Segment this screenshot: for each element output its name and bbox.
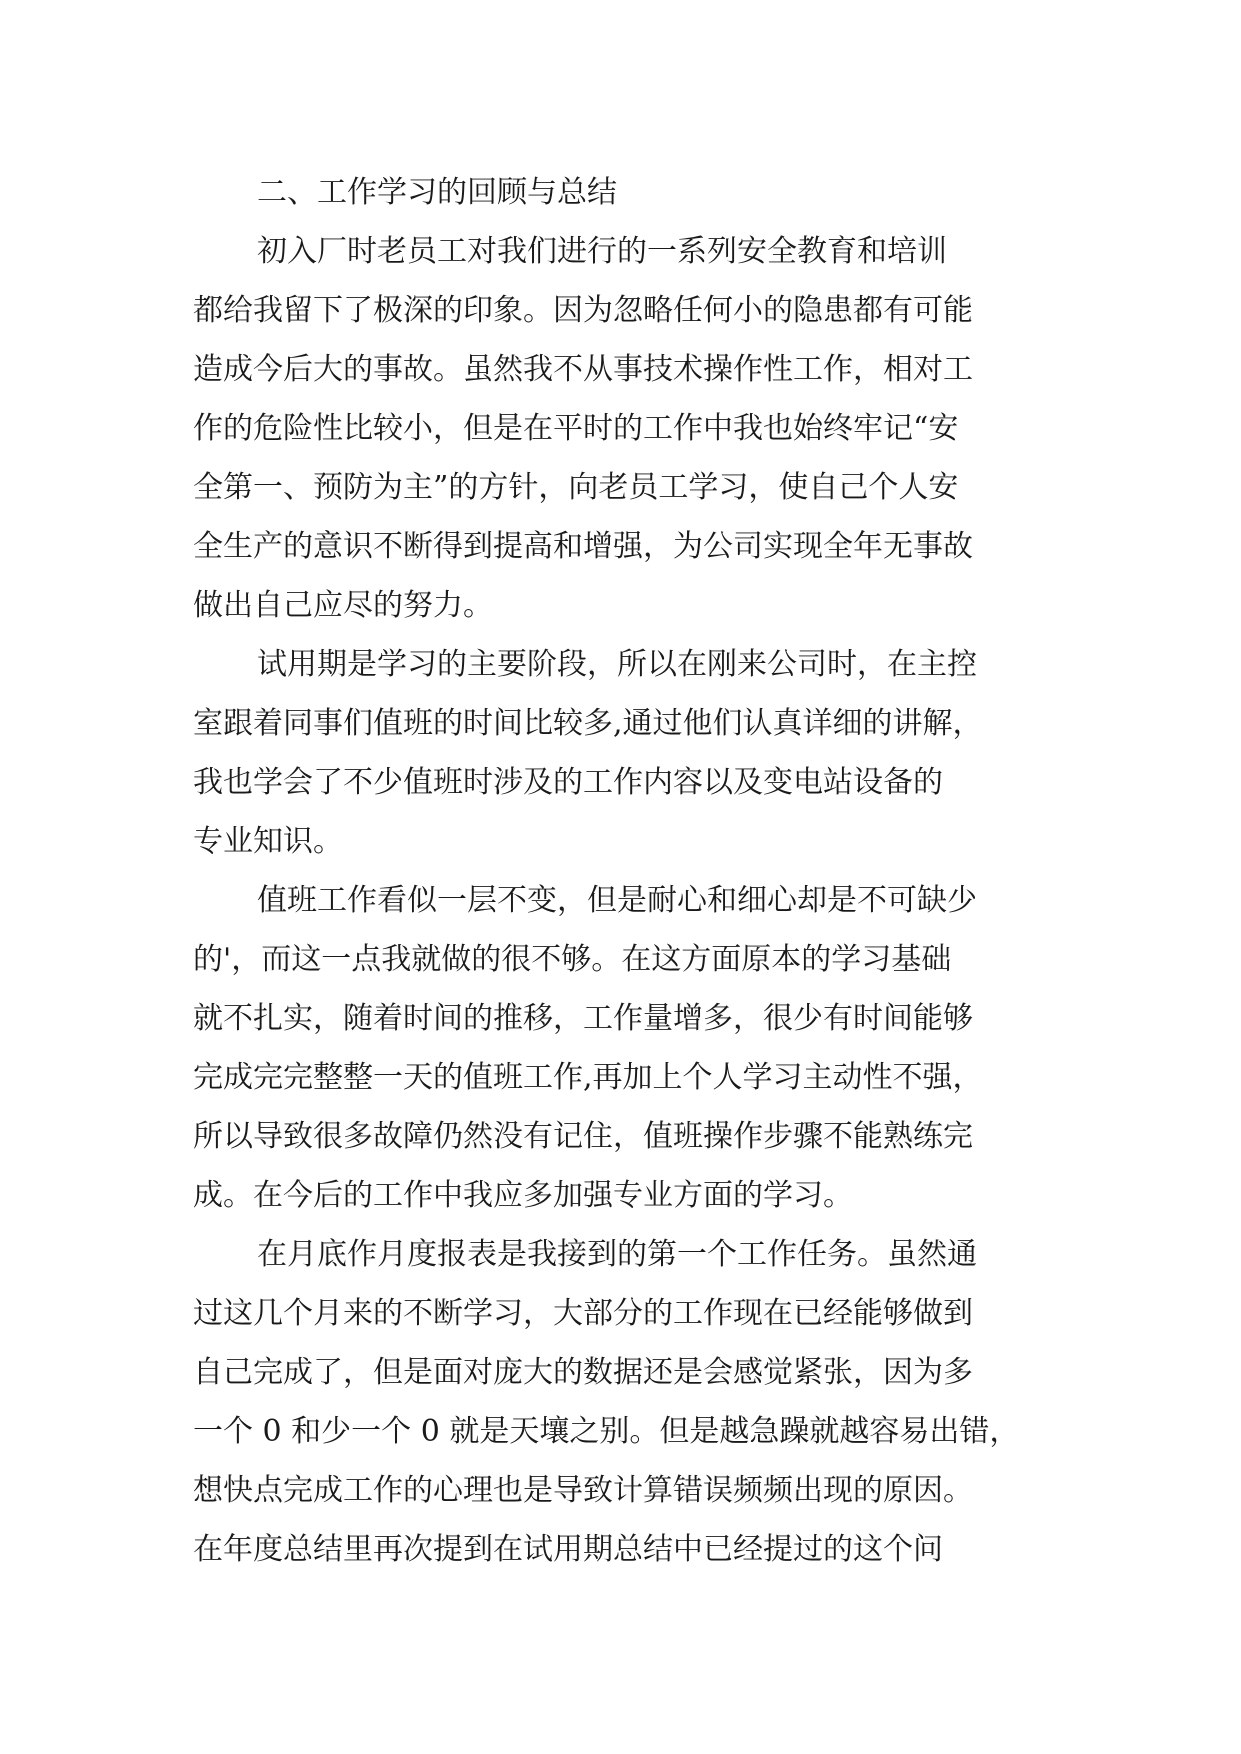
paragraph-3-line-6: 成。在今后的工作中我应多加强专业方面的学习。 (193, 1178, 853, 1213)
paragraph-2-line-1: 试用期是学习的主要阶段，所以在刚来公司时，在主控 (257, 647, 977, 682)
paragraph-1-line-2: 都给我留下了极深的印象。因为忽略任何小的隐患都有可能 (193, 293, 973, 328)
section-heading: 二、工作学习的回顾与总结 (257, 175, 617, 210)
paragraph-4-line-5: 想快点完成工作的心理也是导致计算错误频频出现的原因。 (193, 1473, 973, 1508)
paragraph-1-line-7: 做出自己应尽的努力。 (193, 588, 493, 623)
paragraph-4-line-4: 一个 0 和少一个 0 就是天壤之别。但是越急躁就越容易出错， (193, 1414, 1020, 1449)
paragraph-3-line-2: 的'，而这一点我就做的很不够。在这方面原本的学习基础 (193, 942, 952, 977)
paragraph-2-line-3: 我也学会了不少值班时涉及的工作内容以及变电站设备的 (193, 765, 943, 800)
paragraph-3-line-1: 值班工作看似一层不变，但是耐心和细心却是不可缺少 (257, 883, 977, 918)
paragraph-3-line-4: 完成完完整整一天的值班工作,再加上个人学习主动性不强， (193, 1060, 983, 1095)
paragraph-2-line-2: 室跟着同事们值班的时间比较多,通过他们认真详细的讲解， (193, 706, 983, 741)
paragraph-4-line-6: 在年度总结里再次提到在试用期总结中已经提过的这个问 (193, 1532, 943, 1567)
paragraph-1-line-6: 全生产的意识不断得到提高和增强，为公司实现全年无事故 (193, 529, 973, 564)
paragraph-1-line-1: 初入厂时老员工对我们进行的一系列安全教育和培训 (257, 234, 947, 269)
paragraph-3-line-3: 就不扎实，随着时间的推移，工作量增多，很少有时间能够 (193, 1001, 973, 1036)
paragraph-1-line-3: 造成今后大的事故。虽然我不从事技术操作性工作，相对工 (193, 352, 973, 387)
paragraph-2-line-4: 专业知识。 (193, 824, 343, 859)
paragraph-1-line-5: 全第一、预防为主”的方针，向老员工学习，使自己个人安 (193, 470, 959, 505)
paragraph-1-line-4: 作的危险性比较小，但是在平时的工作中我也始终牢记“安 (193, 411, 959, 446)
paragraph-4-line-3: 自己完成了，但是面对庞大的数据还是会感觉紧张，因为多 (193, 1355, 973, 1390)
paragraph-3-line-5: 所以导致很多故障仍然没有记住，值班操作步骤不能熟练完 (193, 1119, 973, 1154)
paragraph-4-line-2: 过这几个月来的不断学习，大部分的工作现在已经能够做到 (193, 1296, 973, 1331)
document-body (193, 163, 1053, 1579)
paragraph-4-line-1: 在月底作月度报表是我接到的第一个工作任务。虽然通 (257, 1237, 977, 1272)
